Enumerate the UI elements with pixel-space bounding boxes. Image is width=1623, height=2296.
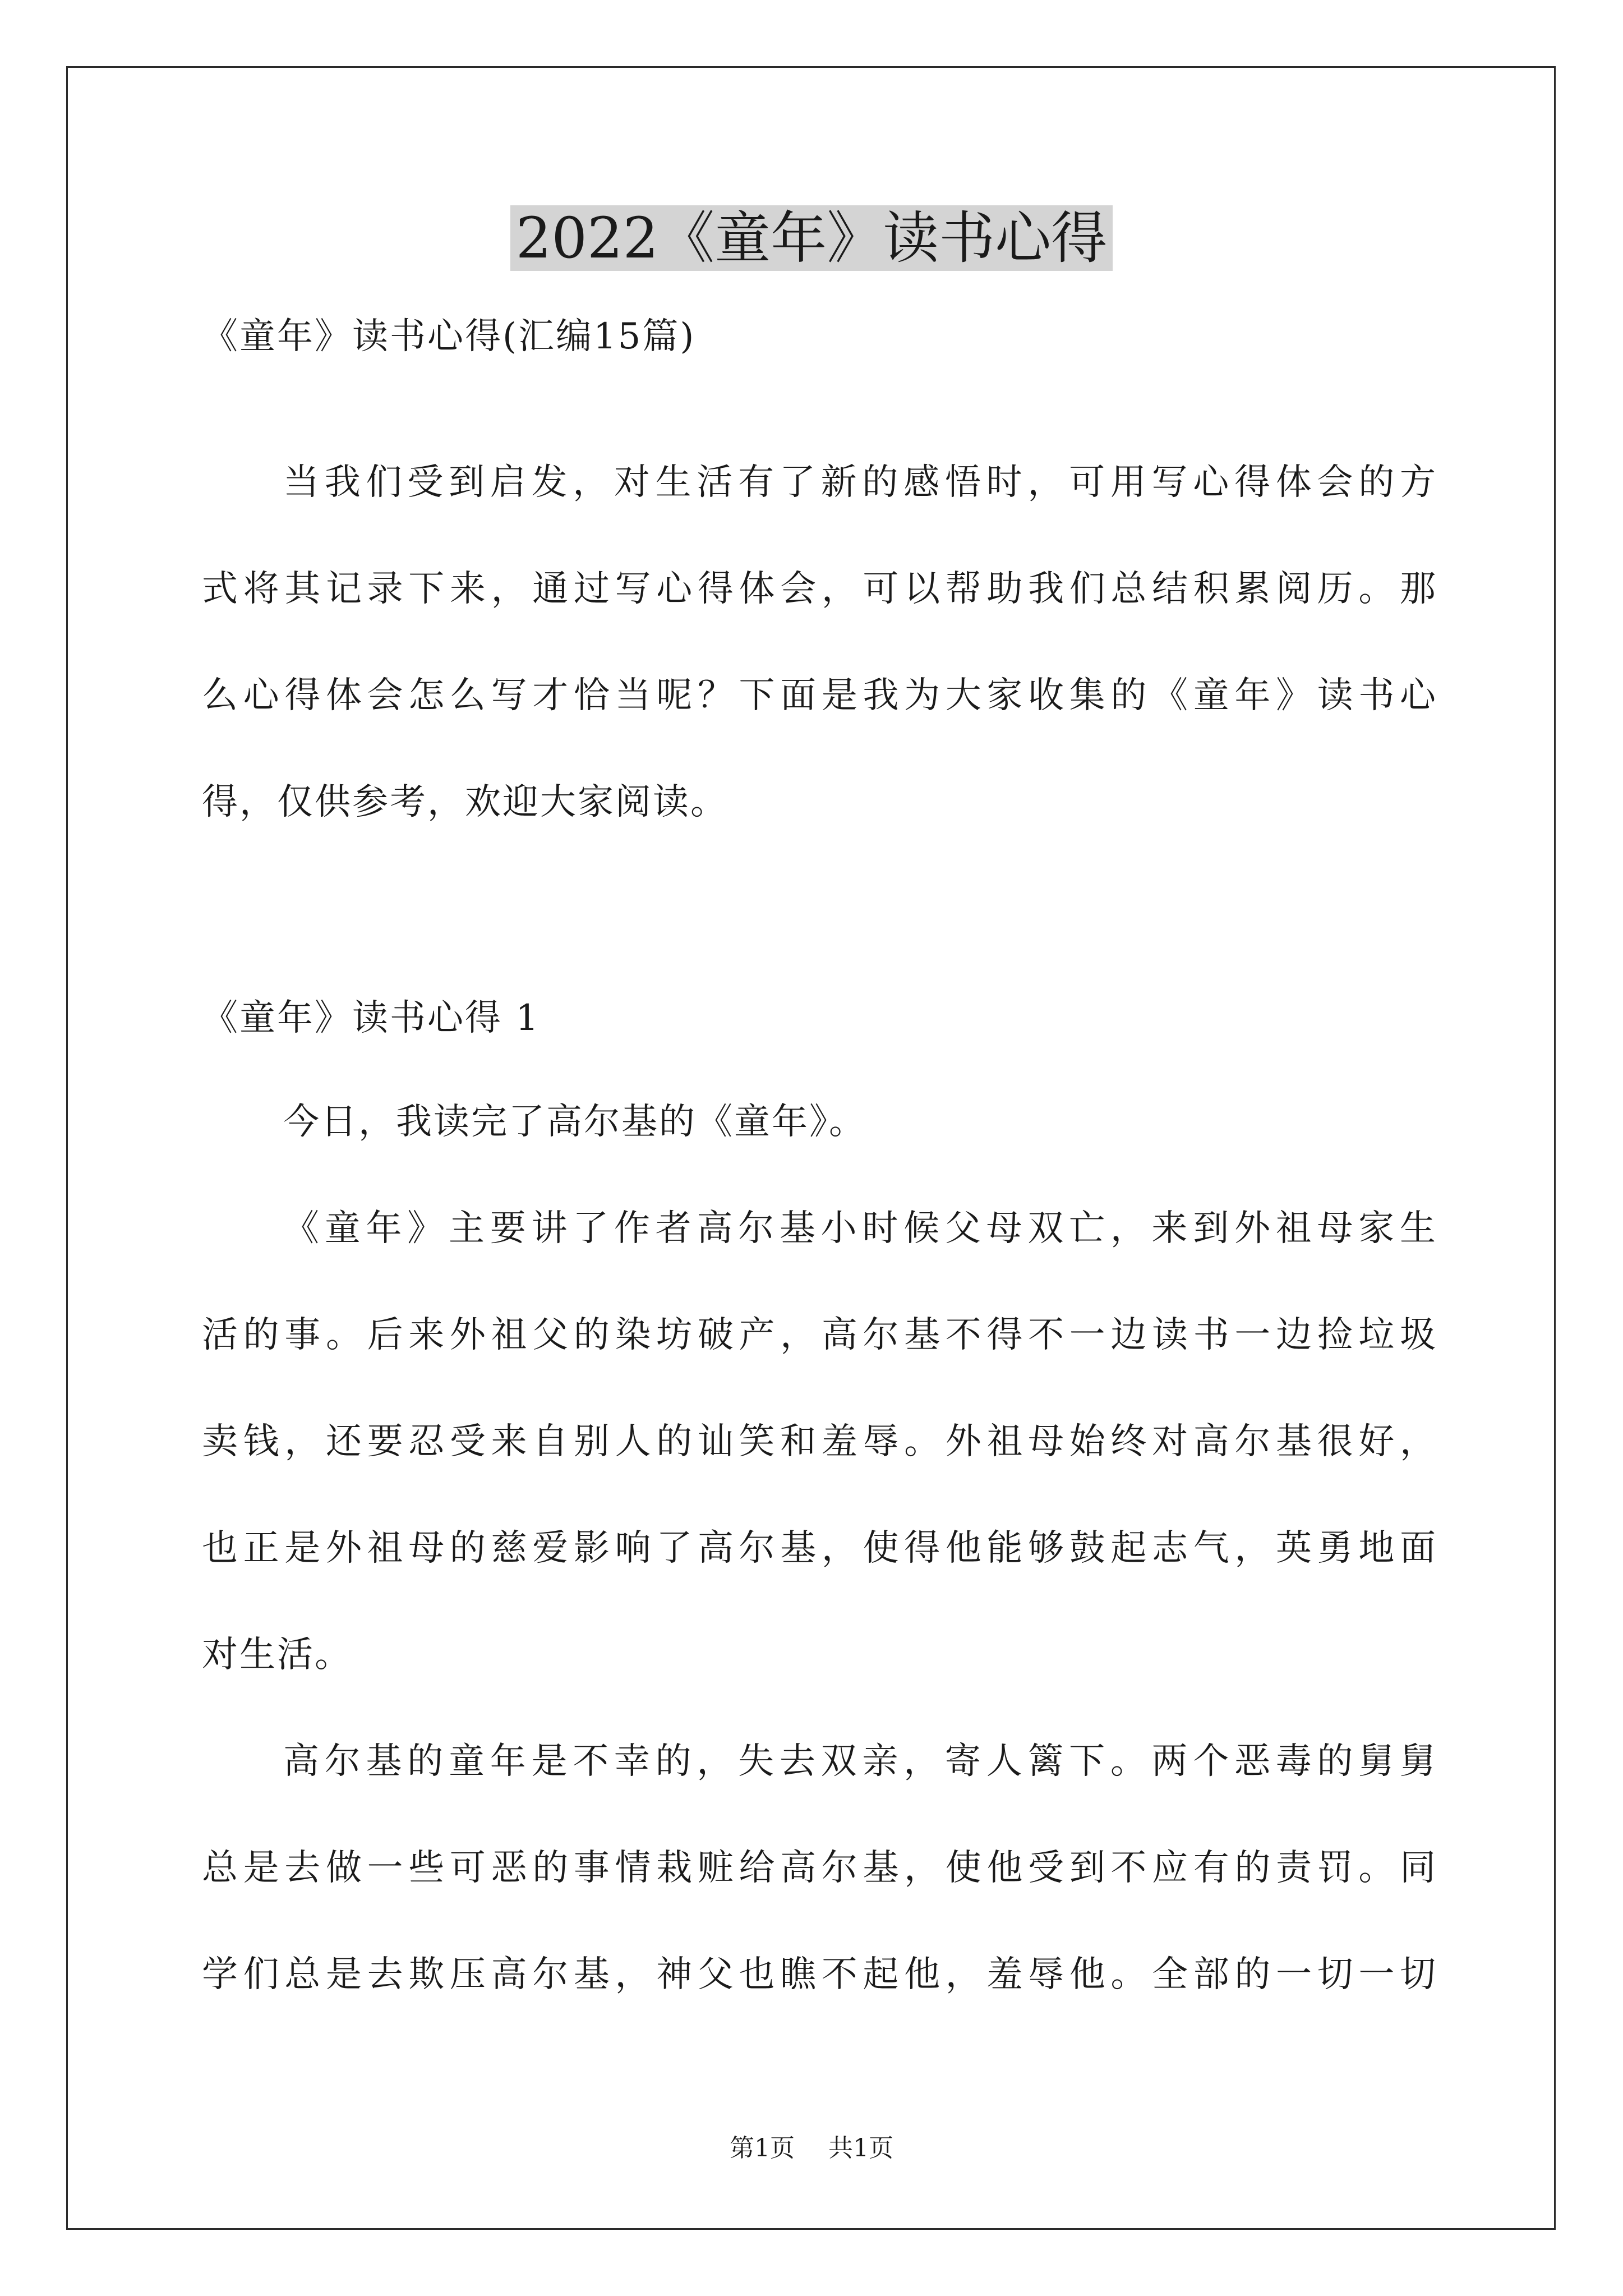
page-border [66, 66, 1556, 2230]
paragraph-3-line-2: 总是去做一些可恶的事情栽赃给高尔基，使他受到不应有的责罚。同 [202, 1847, 1436, 1889]
page-number: 第1页 [730, 2134, 795, 2162]
intro-line-2: 式将其记录下来，通过写心得体会，可以帮助我们总结积累阅历。那 [202, 568, 1436, 610]
page-total: 共1页 [828, 2134, 893, 2162]
document-subtitle: 《童年》读书心得(汇编15篇) [202, 316, 696, 357]
intro-line-4: 得，仅供参考，欢迎大家阅读。 [202, 781, 728, 823]
intro-line-1: 当我们受到启发，对生活有了新的感悟时，可用写心得体会的方 [283, 462, 1436, 503]
intro-line-3: 么心得体会怎么写才恰当呢？下面是我为大家收集的《童年》读书心 [202, 675, 1436, 716]
paragraph-3-line-1: 高尔基的童年是不幸的，失去双亲，寄人篱下。两个恶毒的舅舅 [283, 1741, 1436, 1782]
paragraph-2-line-2: 活的事。后来外祖父的染坊破产，高尔基不得不一边读书一边捡垃圾 [202, 1314, 1436, 1356]
paragraph-2-line-1: 《童年》主要讲了作者高尔基小时候父母双亡，来到外祖母家生 [283, 1208, 1436, 1249]
paragraph-2-line-3: 卖钱，还要忍受来自别人的讪笑和羞辱。外祖母始终对高尔基很好， [202, 1421, 1436, 1462]
paragraph-1: 今日，我读完了高尔基的《童年》。 [283, 1101, 866, 1143]
section-heading: 《童年》读书心得 1 [202, 997, 541, 1039]
paragraph-2-line-4: 也正是外祖母的慈爱影响了高尔基，使得他能够鼓起志气，英勇地面 [202, 1527, 1436, 1569]
paragraph-3-line-3: 学们总是去欺压高尔基，神父也瞧不起他，羞辱他。全部的一切一切 [202, 1954, 1436, 1995]
document-title-text: 2022《童年》读书心得 [510, 205, 1113, 271]
document-title [0, 199, 1623, 278]
page-footer [0, 2132, 1623, 2165]
paragraph-2-line-5: 对生活。 [202, 1634, 352, 1676]
